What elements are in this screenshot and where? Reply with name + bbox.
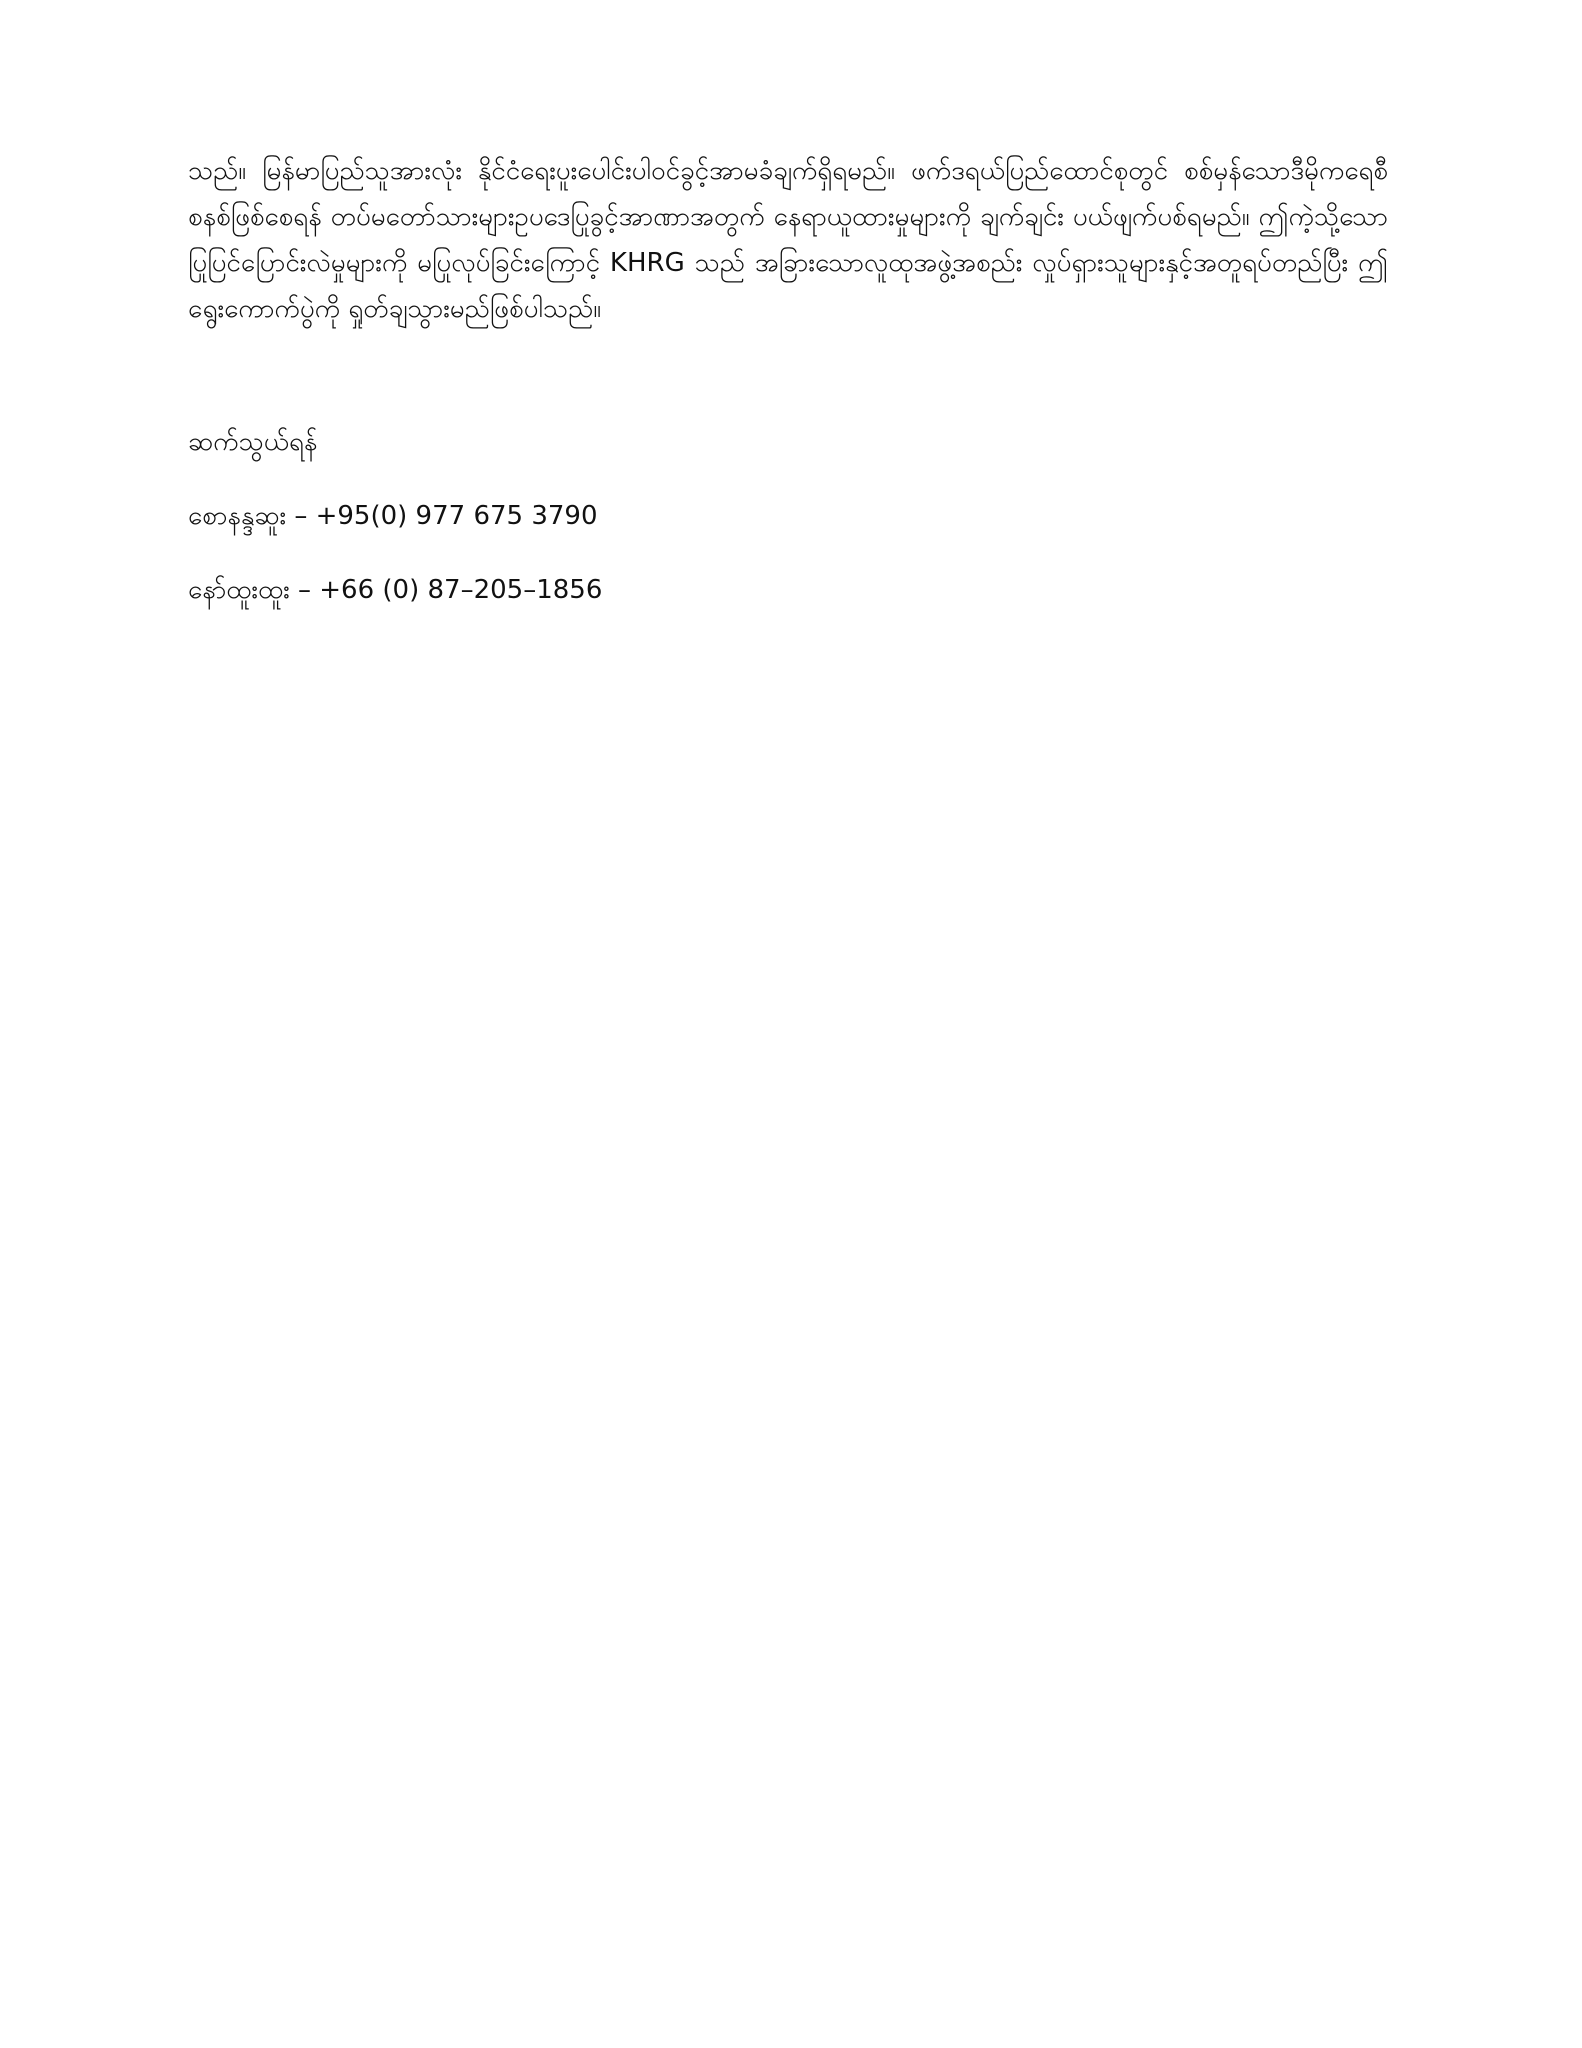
document-content	[188, 148, 1388, 642]
body-paragraph: သည်။ မြန်မာပြည်သူအားလုံး နိုင်ငံရေးပူးပေါင်းပါဝင်ခွင့်အာမခံချက်ရှိရမည်။ ဖက်ဒရယ်ပြည်ထောင်စုတွင် စစ်မှန်သောဒီမိုကရေစီစနစ်ဖြစ်စေရန် တပ်မတော်သားများဥပဒေပြုခွင့်အာဏာအတွက် နေရာယူထားမှုများကို ချက်ချင်း ပယ်ဖျက်ပစ်ရမည်။ ဤကဲ့သို့သောပြုပြင်ပြောင်းလဲမှုများကို မပြုလုပ်ခြင်းကြောင့် KHRG သည် အခြားသောလူထုအဖွဲ့အစည်း လှုပ်ရှားသူများနှင့်အတူရပ်တည်ပြီး ဤရွေးကောက်ပွဲကို ရှုတ်ချသွားမည်ဖြစ်ပါသည်။	[188, 156, 1388, 324]
contact-line-1: စောနန္ဒဆူး – +95(0) 977 675 3790	[188, 501, 598, 531]
contact-section	[188, 420, 1388, 612]
contact-line-2: နော်ထူးထူး – +66 (0) 87–205–1856	[188, 575, 603, 605]
contact-heading: ဆက်သွယ်ရန်	[188, 427, 318, 457]
